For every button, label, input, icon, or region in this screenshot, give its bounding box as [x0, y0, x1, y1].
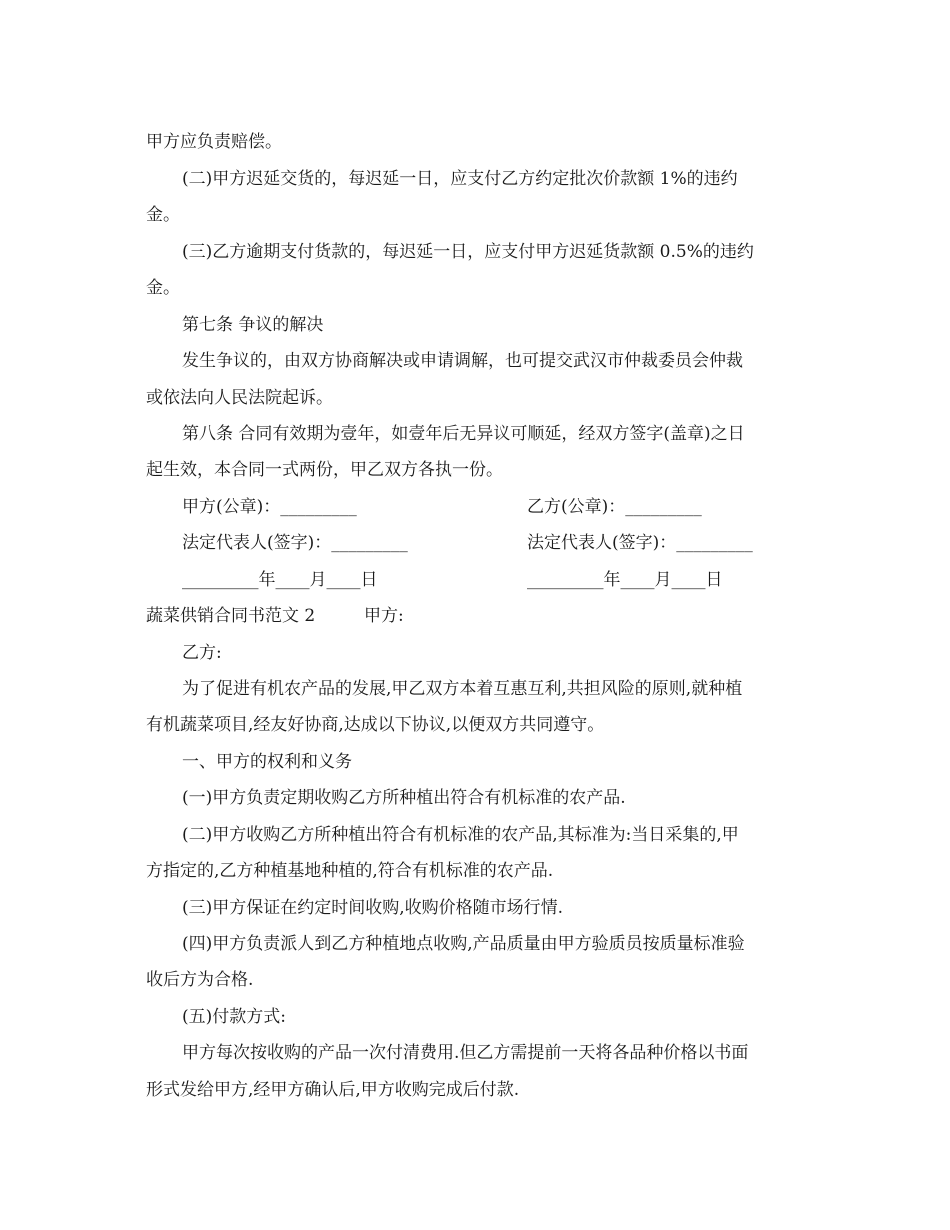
text-line: 有机蔬菜项目,经友好协商,达成以下协议,以便双方共同遵守。 — [146, 715, 605, 735]
text-line: 形式发给甲方,经甲方确认后,甲方收购完成后付款. — [146, 1080, 520, 1100]
party-a-label: 甲方: — [364, 606, 404, 626]
text-line: (五)付款方式: — [182, 1007, 286, 1027]
text-line: 为了促进有机农产品的发展,甲乙双方本着互惠互利,共担风险的原则,就种植 — [182, 679, 743, 699]
clause-heading: 一、甲方的权利和义务 — [182, 752, 352, 772]
text-line: 或依法向人民法院起诉。 — [146, 388, 333, 408]
text-line: 金。 — [146, 278, 180, 298]
article-heading: 第七条 争议的解决 — [182, 315, 324, 335]
text-line: (一)甲方负责定期收购乙方所种植出符合有机标准的农产品. — [182, 788, 626, 808]
party-b-representative: 法定代表人(签字)：_________ — [527, 533, 753, 553]
text-line: 甲方每次按收购的产品一次付清费用.但乙方需提前一天将各品种价格以书面 — [182, 1043, 749, 1063]
party-b-seal: 乙方(公章)：_________ — [527, 497, 702, 517]
text-line: (二)甲方迟延交货的，每迟延一日，应支付乙方约定批次价款额 1%的违约 — [182, 169, 738, 189]
section-title: 蔬菜供销合同书范文 2 — [146, 606, 316, 626]
text-line: 收后方为合格. — [146, 970, 254, 990]
text-line: 第八条 合同有效期为壹年，如壹年后无异议可顺延，经双方签字(盖章)之日 — [182, 424, 745, 444]
text-line: (二)甲方收购乙方所种植出符合有机标准的农产品,其标准为:当日采集的,甲 — [182, 825, 739, 845]
party-a-date: _________年____月____日 — [182, 570, 378, 590]
text-line: (四)甲方负责派人到乙方种植地点收购,产品质量由甲方验质员按质量标准验 — [182, 934, 745, 954]
party-b-label: 乙方: — [182, 643, 222, 663]
text-line: 方指定的,乙方种植基地种植的,符合有机标准的农产品. — [146, 861, 554, 881]
party-b-date: _________年____月____日 — [527, 570, 723, 590]
text-line: 发生争议的，由双方协商解决或申请调解，也可提交武汉市仲裁委员会仲裁 — [182, 351, 743, 371]
text-line: 起生效，本合同一式两份，甲乙双方各执一份。 — [146, 460, 503, 480]
text-line: 金。 — [146, 205, 180, 225]
party-a-seal: 甲方(公章)：_________ — [182, 497, 357, 517]
text-line: 甲方应负责赔偿。 — [146, 132, 282, 152]
text-line: (三)甲方保证在约定时间收购,收购价格随市场行情. — [182, 898, 564, 918]
party-a-representative: 法定代表人(签字)：_________ — [182, 533, 408, 553]
text-line: (三)乙方逾期支付货款的，每迟延一日，应支付甲方迟延货款额 0.5%的违约 — [182, 242, 754, 262]
